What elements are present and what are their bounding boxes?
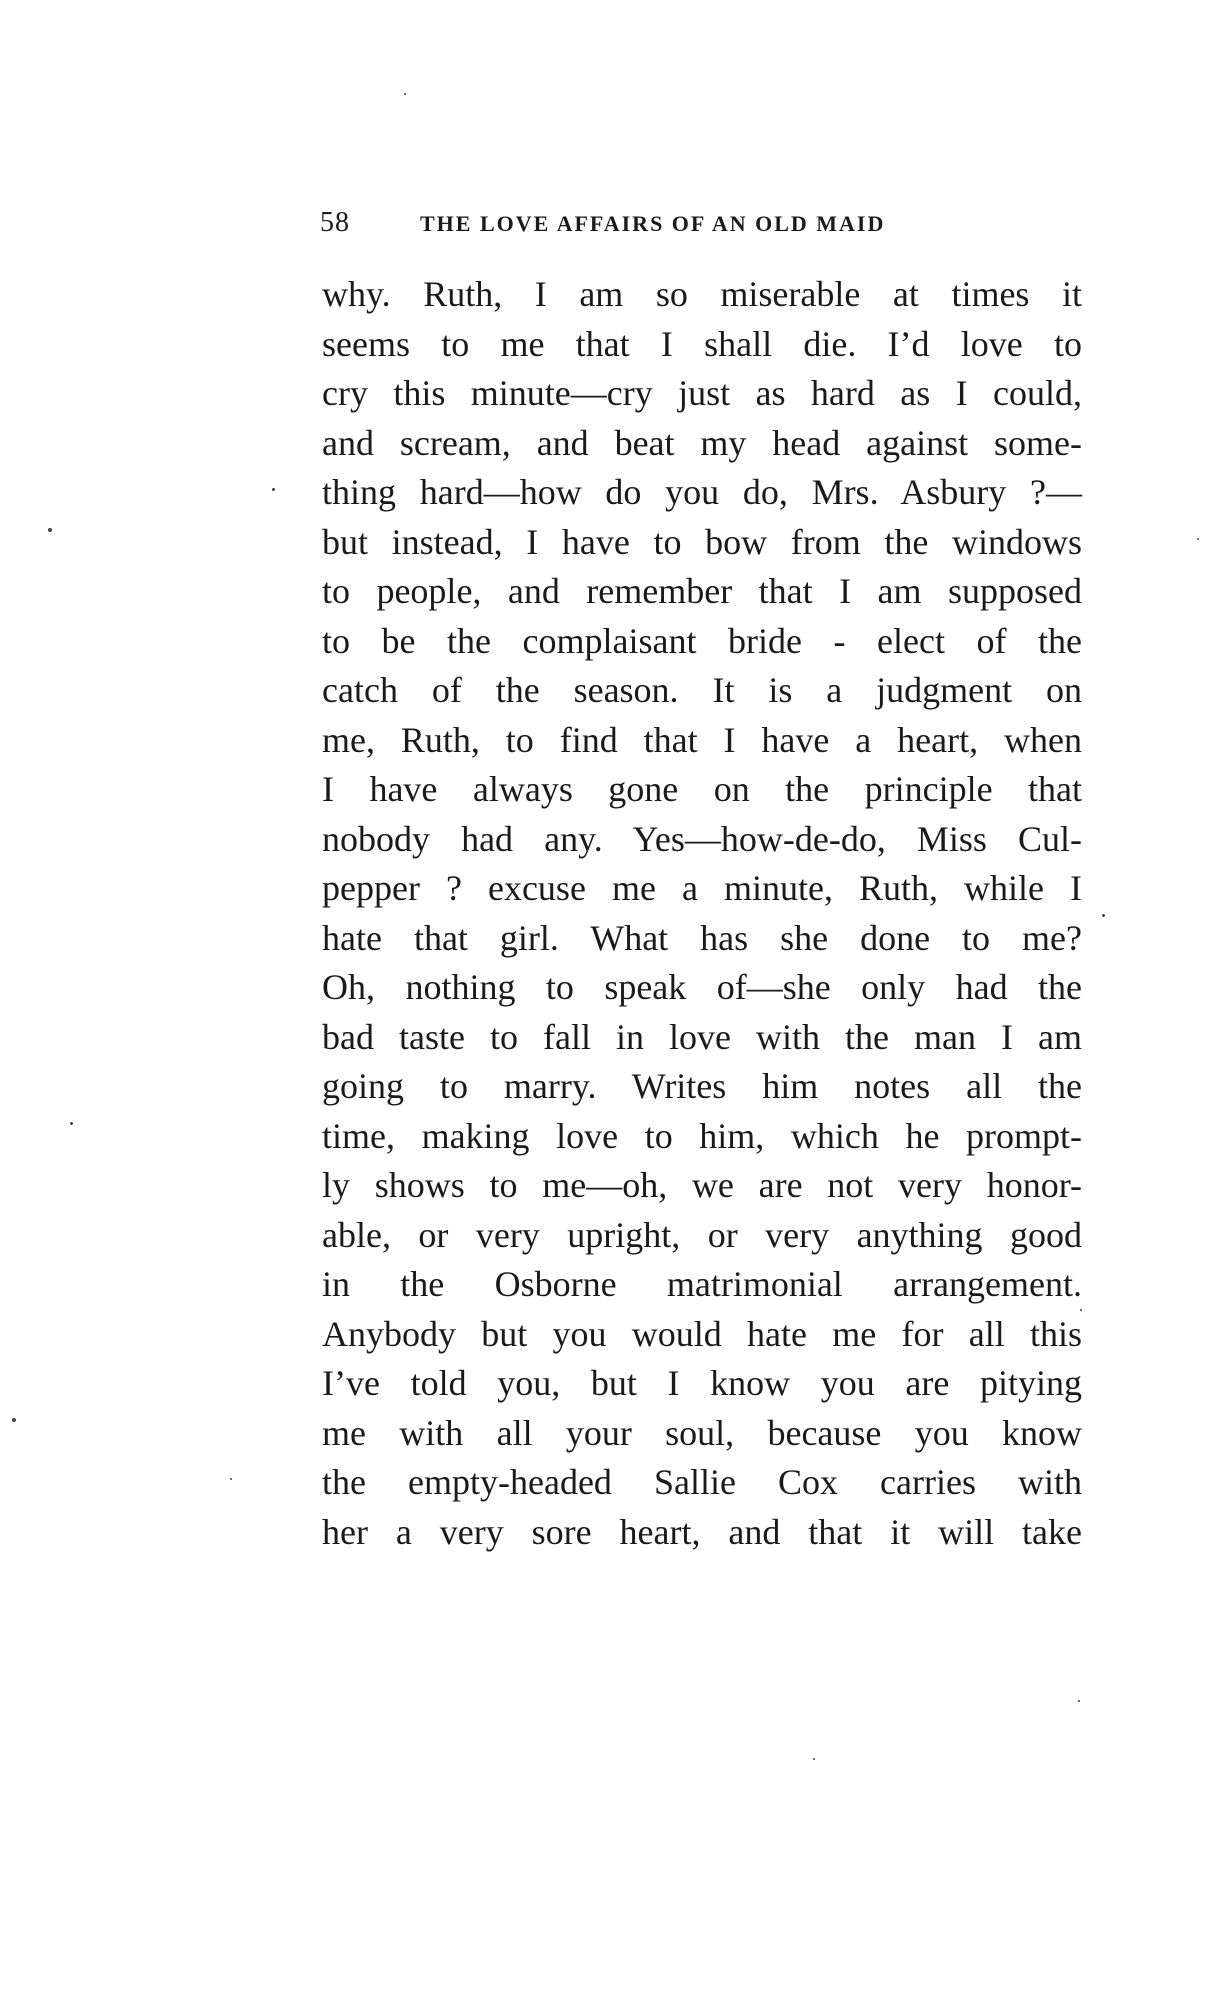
text-line: ly shows to me—oh, we are not very honor- (322, 1165, 1082, 1205)
page-number: 58 (320, 207, 350, 238)
text-line: nobody had any. Yes—how-de-do, Miss Cul- (322, 818, 1082, 859)
text-line: time, making love to him, which he prompt- (322, 1115, 1082, 1156)
scan-speck (1078, 1700, 1080, 1702)
scan-speck (404, 93, 406, 95)
text-line: why. Ruth, I am so miserable at times it (322, 274, 1082, 314)
text-line: me with all your soul, because you know (322, 1412, 1082, 1453)
body-text (322, 270, 1082, 1557)
running-head (320, 207, 1080, 239)
text-line: bad taste to fall in love with the man I am (322, 1016, 1082, 1057)
scan-speck (1080, 1309, 1082, 1311)
text-line: the empty-headed Sallie Cox carries with (322, 1462, 1082, 1502)
text-line: to people, and remember that I am supposed (322, 571, 1082, 611)
text-line: in the Osborne matrimonial arrangement. (322, 1264, 1082, 1304)
text-line: going to marry. Writes him notes all the (322, 1066, 1082, 1106)
scan-speck (48, 528, 52, 532)
text-line: thing hard—how do you do, Mrs. Asbury ?— (322, 472, 1082, 512)
text-line: I have always gone on the principle that (322, 769, 1082, 809)
text-line: and scream, and beat my head against some- (322, 422, 1082, 463)
text-line: me, Ruth, to find that I have a heart, when (322, 719, 1082, 760)
text-line: Oh, nothing to speak of—she only had the (322, 967, 1082, 1007)
text-line: catch of the season. It is a judgment on (322, 670, 1082, 710)
text-line: hate that girl. What has she done to me? (322, 917, 1082, 958)
text-line: cry this minute—cry just as hard as I could, (322, 373, 1082, 413)
scan-speck (1102, 914, 1105, 917)
scan-speck (12, 1418, 16, 1422)
scan-speck (70, 1122, 73, 1125)
text-line: but instead, I have to bow from the windows (322, 521, 1082, 562)
scan-speck (813, 1758, 815, 1760)
scan-speck (230, 1478, 232, 1480)
text-line: seems to me that I shall die. I’d love to (322, 323, 1082, 364)
scan-speck (272, 488, 275, 491)
running-title: THE LOVE AFFAIRS OF AN OLD MAID (420, 211, 886, 236)
scan-speck (1197, 538, 1199, 540)
text-line: able, or very upright, or very anything good (322, 1214, 1082, 1255)
text-line: her a very sore heart, and that it will take (322, 1511, 1082, 1552)
text-line: pepper ? excuse me a minute, Ruth, while I (322, 868, 1082, 908)
text-line: I’ve told you, but I know you are pitying (322, 1363, 1082, 1403)
text-line: to be the complaisant bride - elect of the (322, 620, 1082, 661)
text-line: Anybody but you would hate me for all this (322, 1313, 1082, 1354)
